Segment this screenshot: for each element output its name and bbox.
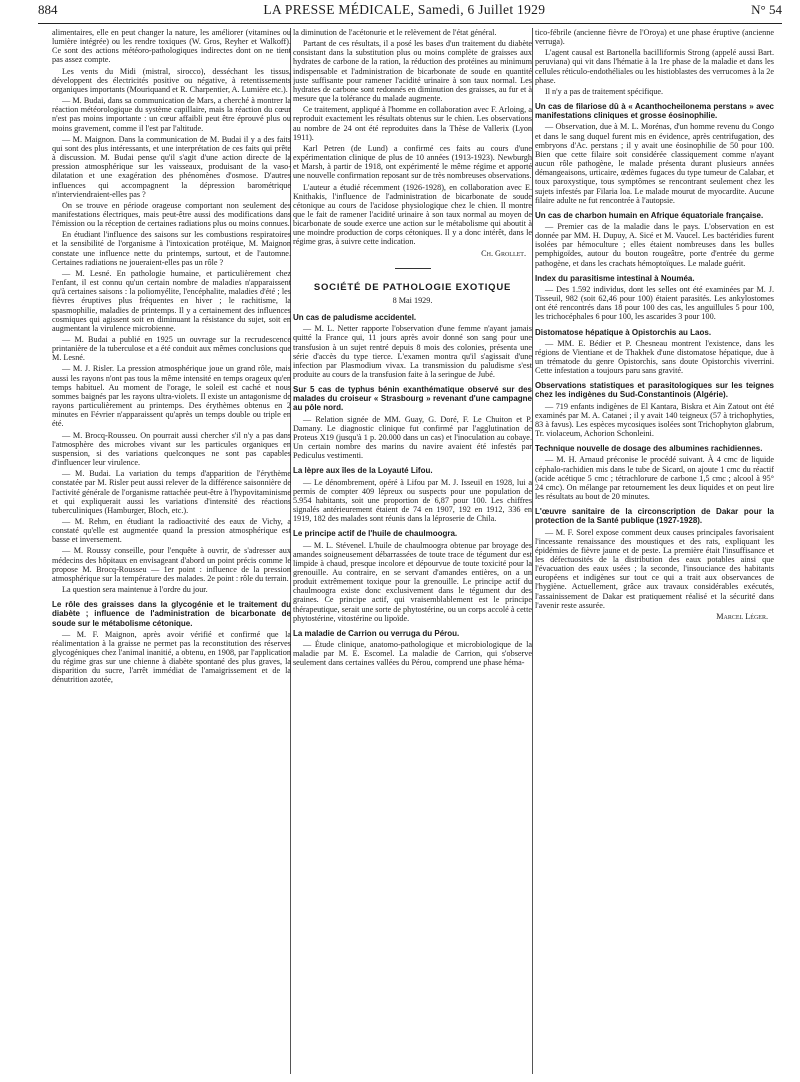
article-heading: Distomatose hépatique à Opistorchis au Laos.	[535, 327, 712, 337]
paragraph: — M. L. Stévenel. L'huile de chaulmoogra obtenue par broyage des amandes soigneusement débarrassées de toute trace de tégument dur est limpide à chaud, presque incolore et dépourvue de toute toxicité pour la grenouille. Au contraire, en se servant d'amandes entières, on a un produit extrêmement toxique pour la grenouille. Le principe actif du chaulmoogra existe donc exclusivement dans le tégument dur des graines. Ce principe actif, qui vraisemblablement est le principe thérapeutique, serait une sorte de phytostérine, ou un corps accolé à cette phytostérine, vitostérine ou lipoïde.	[293, 540, 532, 623]
paragraph: — Le dénombrement, opéré à Lifou par M. J. Isseuil en 1928, lui a permis de compter 409 lépreux ou suspects pour une population de 5.954 habitants, soit une proportion de 6,87 pour 100. Les chiffres signalés antérieurement étaient de 74 en 1907, 192 en 1912, 336 en 1919, 182 des malades sont réunis dans la léproserie de Chila.	[293, 477, 532, 524]
paragraph: — M. F. Maignon, après avoir vérifié et confirmé que la réalimentation à la graisse ne permet pas la reconstitution des réserves glycogéniques chez l'animal inanitié, a obtenu, en 1908, par l'application du régime gras sur une chienne à diabète spontané des plus graves, la disparition du sucre, l'arrêt immédiat de l'amaigrissement et de la dénutrition azotée,	[52, 629, 291, 685]
paragraph: La question sera maintenue à l'ordre du jour.	[62, 585, 208, 595]
paragraph: — M. Lesné. En pathologie humaine, et particulièrement chez l'enfant, il est connu qu'un certain nombre de maladies n'apparaissent qu'à certaines saisons : la poliomyélite, l'encéphalite, maladies d'été ; les fièvres éruptives plus fréquentes en hiver ; le rachitisme, la spasmophilie, maladies de printemps. Il y a certainement des influences cosmiques qui agissent soit en diminuant la résistance du sujet, soit en augmentant la virulence microbienne.	[52, 268, 291, 333]
issue-number: N° 54	[751, 2, 782, 17]
section-date: 8 Mai 1929.	[392, 295, 433, 305]
article-heading: Observations statistiques et parasitologiques sur les teignes chez les indigènes du Sud-Constantinois (Algérie).	[535, 381, 774, 400]
paragraph: — M. Budai a publié en 1925 un ouvrage sur la recrudescence printanière de la tuberculose et a été conduit aux mêmes conclusions que M. Lesné.	[52, 335, 291, 363]
author-signature: Marcel Léger.	[716, 611, 768, 621]
paragraph: Il n'y a pas de traitement spécifique.	[545, 86, 664, 96]
author-signature: Ch. Grollet.	[481, 248, 526, 258]
column-divider	[532, 28, 533, 1074]
paragraph: — M. Budai. La variation du temps d'apparition de l'érythème constatée par M. Risler peut aussi relever de la différence saisonnière de l'activité générale de l'organisme rattachée peut-être à l'hypovitaminisme et qui expliquerait aussi les variations d'intensité des réactions tuberculiniques (Hamburger, Bloch, etc.).	[52, 469, 291, 515]
paragraph: — Premier cas de la maladie dans le pays. L'observation en est donnée par MM. H. Dupuy, A. Sicé et M. Vaucel. Les bactéridies furent isolées par hémoculture ; elles étaient nombreuses dans les bulles pemphigoïdes, autour du bouton rougeâtre, porte d'entrée du germe pathogène, et dans les crachats hémoptoïques. Le malade guérit.	[535, 221, 774, 268]
article-heading: La lèpre aux îles de la Loyauté Lifou.	[293, 466, 433, 476]
page-header	[38, 2, 782, 24]
page-number: 884	[38, 2, 58, 17]
article-heading: Sur 5 cas de typhus bénin exanthématique observé sur des malades du croiseur « Strasbourg » revenant d'une campagne au pôle nord.	[293, 385, 532, 413]
paragraph: Karl Petren (de Lund) a confirmé ces faits au cours d'une expérimentation clinique de plus de 10 années (1913-1923). Newburgh et Marsh, à partir de 1918, ont expérimenté le même régime et apporté une nouvelle confirmation reposant sur de très nombreuses observations.	[293, 143, 532, 181]
article-heading: Un cas de paludisme accidentel.	[293, 313, 417, 323]
article-heading: Technique nouvelle de dosage des albumines rachidiennes.	[535, 444, 763, 454]
section-title: SOCIÉTÉ DE PATHOLOGIE EXOTIQUE	[313, 281, 512, 293]
paragraph: Partant de ces résultats, il a posé les bases d'un traitement du diabète consistant dans la substitution plus ou moins complète de graisses aux hydrates de carbone de la ration, la réduction des protéines au minimum indispensable et l'administration de bicarbonate de soude en quantité juste suffisante pour ramener l'acidité urinaire à son taux normal. Les hydrates de carbone sont redonnés en diminution des graisses, au fur et à mesure que la tolérance du malade augmente.	[293, 39, 532, 104]
article-heading: Le rôle des graisses dans la glycogénie et le traitement du diabète ; influence de l'administration de bicarbonate de soude sur le métabolisme cétonique.	[52, 600, 291, 628]
paragraph: — M. Maignon. Dans la communication de M. Budai il y a des faits qui sont des plus intéressants, et une interprétation de ces faits qui prête à discussion. M. Budai pense qu'il s'agit d'une action directe de la pression atmosphérique sur les vaisseaux, produisant de la vaso-dilatation et une exagération des phénomènes d'osmose. D'autres influences qui accompagnent la dépression barométrique n'interviendraient-elles pas ?	[52, 134, 291, 199]
paragraph: — M. L. Netter rapporte l'observation d'une femme n'ayant jamais quitté la France qui, 11 jours après avoir donné son sang pour une transfusion à un sujet rentré depuis 8 mois des colonies, présenta une série d'accès du type tierce. L'examen montra qu'il s'agissait d'une infection par Plasmodium vivax. La transmission du paludisme s'est produite au cours de la transfusion faite à la seringue de Jubé.	[293, 324, 532, 379]
paragraph: L'agent causal est Bartonella bacilliformis Strong (appelé aussi Bart. peruviana) qui vit dans l'hématie à la 1re phase de la maladie et dans les cellules réticulo-endothéliales ou les histioblastes des verrucomes à la 2e phase.	[535, 48, 774, 85]
paragraph: tico-fébrile (ancienne fièvre de l'Oroya) et une phase éruptive (ancienne verruga).	[535, 28, 774, 47]
article-heading: L'œuvre sanitaire de la circonscription de Dakar pour la protection de la Santé publique (1927-1928).	[535, 507, 774, 526]
section-separator	[395, 268, 431, 269]
paragraph: alimentaires, elle en peut changer la nature, les améliorer (vitamines ou lumière intégrée) ou les rendre toxiques (W. Gros, Reyher et Walkoff). Ce sont des actions météoro-pathologiques indirectes dont on ne tient pas assez compte.	[52, 28, 291, 65]
paragraph: — M. Budai, dans sa communication de Mars, a cherché à montrer la réaction météorologique du système capillaire, mais la réaction du cœur n'est pas moins importante : un cœur affaibli peut être éprouvé plus ou moins gravement, comme il l'est par l'altitude.	[52, 96, 291, 133]
paragraph: L'auteur a étudié récemment (1926-1928), en collaboration avec E. Knithakis, l'influence de l'administration de bicarbonate de soude cétonique au cours de l'acidose physiologique chez le chien. Il montre que le fait de ramener l'acidité urinaire à son taux normal au moyen de bicarbonate de soude exerce une action sur le métabolisme qui aboutit à une moindre production de corps cétoniques. Il y a donc intérêt, dans le régime gras, à suivre cette indication.	[293, 182, 532, 247]
paragraph: — Des 1.592 individus, dont les selles ont été examinées par M. J. Tisseuil, 982 (soit 62,46 pour 100) étaient parasités. Les ankylostomes ont été rencontrés dans 18 pour 100 des cas, les anguillules 5 pour 100, les trichocéphales 6 pour 100, les ascarides 3 pour 100.	[535, 284, 774, 322]
paragraph: — M. Roussy conseille, pour l'enquête à ouvrir, de s'adresser aux médecins des hôpitaux en envisageant d'abord un point précis comme le propose M. Brocq-Rousseu — 1er point : influence de la pression atmosphérique sur la température des malades. 2e point : rôle du terrain.	[52, 546, 291, 583]
article-heading: Un cas de filariose dû à « Acanthocheilonema perstans » avec manifestations cliniques et grosse éosinophilie.	[535, 102, 774, 121]
paragraph: — M. H. Arnaud préconise le procédé suivant. À 4 cmc de liquide céphalo-rachidien mis dans le tube de Sicard, on ajoute 1 cmc du réactif (acide acétique 5 cmc ; tétrachlorure de carbone 1,5 cmc ; alcool à 95° 24 cmc). On mélange par retournement les deux liquides et on peut lire les résultats au bout de 20 minutes.	[535, 455, 774, 502]
column-2	[293, 28, 532, 1074]
paragraph: On se trouve en période orageuse comportant non seulement des manifestations électriques, mais peut-être aussi des modifications dans l'émission ou la réception de certaines radiations plus ou moins connues.	[52, 200, 291, 229]
paragraph: — M. Rehm, en étudiant la radioactivité des eaux de Vichy, a constaté qu'elle est augmentée quand la pression atmosphérique est basse et inversement.	[52, 516, 291, 545]
paragraph: — 719 enfants indigènes de El Kantara, Biskra et Ain Zatout ont été examinés par M. A. Catanei ; il y avait 140 teigneux (57 à trichophyties, 83 à favus). Les espèces mycosiques isolées sont Trichophyton glabrum, Tr. violaceum, Achorion Schonleini.	[535, 401, 774, 439]
paragraph: — M. F. Sorel expose comment deux causes principales favorisaient l'incessante renaissance des moustiques et des rats, expliquant les épidémies de fièvre jaune et de peste. La première était l'insuffisance et les défectuosités de la distribution des eaux potables ainsi que l'évacuation des eaux usées ; la seconde, l'insouciance des habitants européens et indigènes sur tout ce qui a trait aux observances de l'hygiène. Actuellement, grâce aux travaux considérables exécutés, l'assainissement de Dakar est pratiquement réalisé et la sécurité dans l'avenir reste assurée.	[535, 527, 774, 610]
paragraph: Les vents du Midi (mistral, sirocco), desséchant les tissus, développent des électricités positive ou négative, à retentissements organiques importants (Mouriquand et R. Charpentier, A. Lumière etc.).	[52, 66, 291, 94]
journal-title: LA PRESSE MÉDICALE, Samedi, 6 Juillet 1929	[263, 2, 546, 17]
paragraph: Ce traitement, appliqué à l'homme en collaboration avec F. Arloing, a reproduit exactement les résultats obtenus sur le chien. Les observations au nombre de 24 ont été reproduites dans la Thèse de Vallerix (Lyon 1911).	[293, 105, 532, 142]
article-heading: Index du parasitisme intestinal à Nouméa.	[535, 273, 695, 283]
paragraph: — M. J. Risler. La pression atmosphérique joue un grand rôle, mais aussi les rayons n'ont pas tous la même intensité en temps orageux qu'en temps habituel. Au moment de l'orage, le soleil est caché et nous sommes baignés par les rayons ultra-violets. Il existe un antagonisme de rayons particulièrement au printemps. Des érythèmes obtenus en 2 minutes en Février n'apparaissent qu'après un temps double ou triple en été.	[52, 364, 291, 429]
paragraph: — M. Brocq-Rousseu. On pourrait aussi chercher s'il n'y a pas dans l'atmosphère des microbes vivant sur les particules organiques en suspension, si des variations quelconques ne sont pas capables d'influencer leur virulence.	[52, 430, 291, 468]
column-3	[535, 28, 774, 1074]
article-heading: Le principe actif de l'huile de chaulmoogra.	[293, 529, 458, 539]
header-rule	[38, 23, 782, 24]
paragraph: — MM. E. Bédier et P. Chesneau montrent l'existence, dans les régions de Vientiane et de Thakhek d'une distomatose hépatique, due à un trématode du genre Opistorchis, sans doute Opistorchis viverrini. Cette infestation a toujours paru sans gravité.	[535, 338, 774, 376]
column-1	[52, 28, 291, 1074]
paragraph: — Observation, due à M. L. Morénas, d'un homme revenu du Congo et dans le sang duquel furent mis en évidence, après centrifugation, des embryons d'Ac. perstans ; il y avait une éosinophilie de 50 pour 100. Bien que cette filaire soit considérée classiquement comme n'ayant aucun rôle pathogène, le malade présenta durant plusieurs années démangeaisons, urticaire, œdèmes fugaces du type tumeur de Calabar, et toux paroxystique, tous symptômes se rencontrant seulement chez les sujets infestés par Filaria loa. Le malade mourut de myocardite. Aucune filaire adulte ne fut rencontrée à l'autopsie.	[535, 122, 774, 205]
paragraph: la diminution de l'acétonurie et le relèvement de l'état général.	[293, 28, 497, 37]
paragraph: — Étude clinique, anatomo-pathologique et microbiologique de la maladie par M. E. Escomel. La maladie de Carrion, qui s'observe seulement dans certaines vallées du Pérou, comprend une phase héma-	[293, 640, 532, 668]
article-heading: La maladie de Carrion ou verruga du Pérou.	[293, 628, 460, 638]
paragraph: — Relation signée de MM. Guay, G. Doré, F. Le Chuiton et P. Damany. Le diagnostic clinique fut confirmé par l'agglutination de Proteus X19 (jusqu'à 1 p. 20.000 dans un cas) et l'inoculation au cobaye. Un certain nombre des marins du navire avaient été infestés par Pediculus vestimenti.	[293, 414, 532, 461]
article-heading: Un cas de charbon humain en Afrique équatoriale française.	[535, 210, 764, 220]
paragraph: En étudiant l'influence des saisons sur les combustions respiratoires et la sensibilité de l'organisme à l'intoxication protéique, M. Maignon constate une influence nette du printemps, surtout, et de l'automne. Certaines radiations ne joueraient-elles pas un rôle ?	[52, 230, 291, 267]
